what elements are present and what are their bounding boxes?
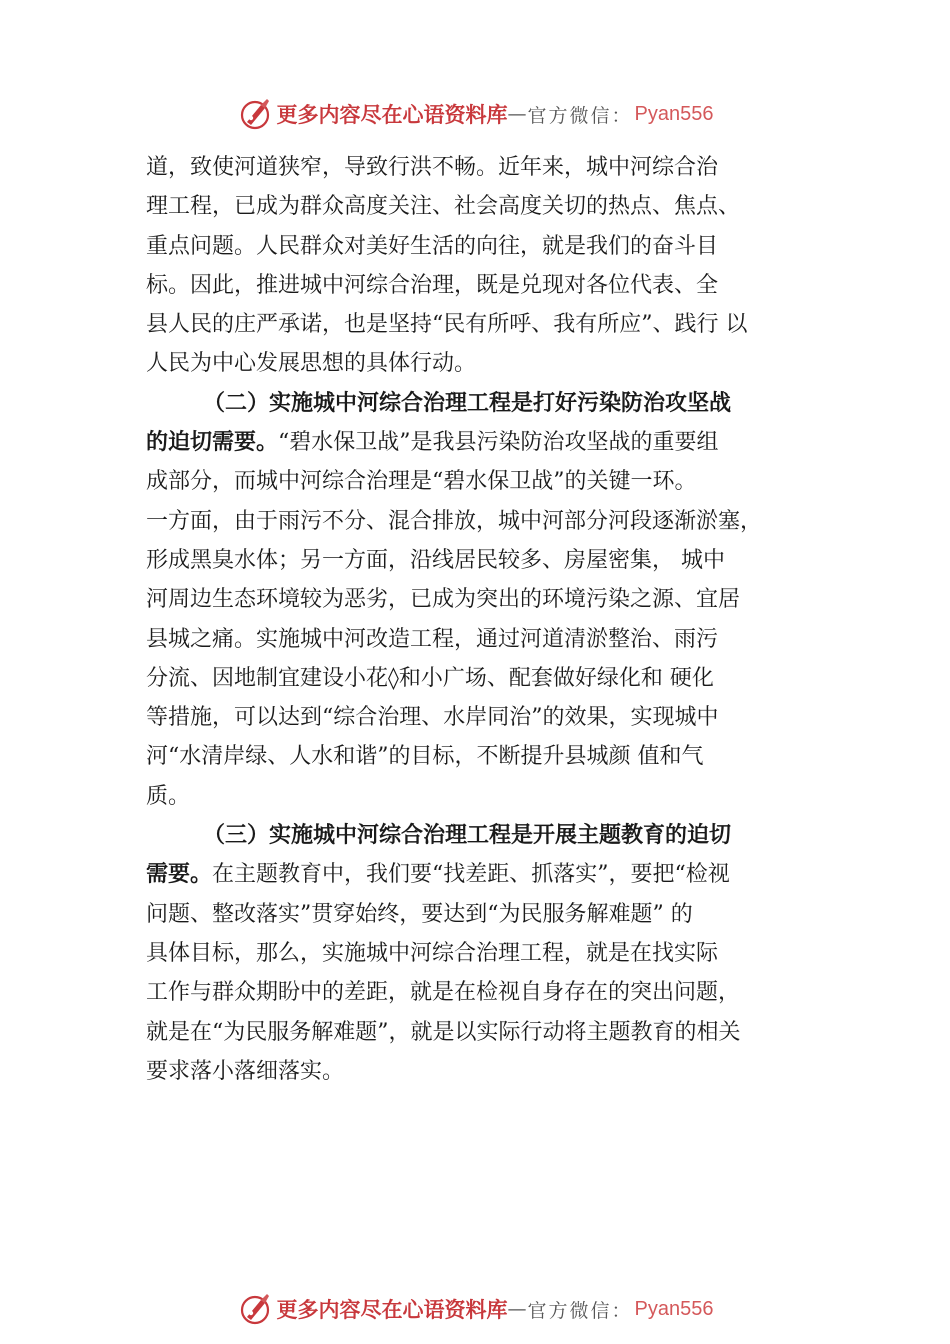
- text-line: 成部分，而城中河综合治理是“碧水保卫战”的关键一环。: [146, 469, 697, 495]
- text-line-mixed: [146, 659, 826, 698]
- text-line: 具体目标，那么，实施城中河综合治理工程，就是在找实际: [146, 940, 719, 966]
- text-line: 问题、整改落实”贯穿始终，要达到“为民服务解难题” 的: [146, 901, 693, 927]
- text-line: 理工程，已成为群众高度关注、社会高度关切的热点、焦点、: [146, 194, 741, 220]
- text-line: 一方面，由于雨污不分、混合排放，城中河部分河段逐渐淤塞，: [146, 508, 763, 534]
- footer-banner: [0, 1287, 950, 1331]
- section-heading-3: （三）实施城中河综合治理工程是开展主题教育的迫切: [203, 822, 732, 849]
- wechat-label: 官方微信：: [527, 1299, 633, 1322]
- text-line: 县人民的庄严承诺，也是坚持“民有所呼、我有所应”、践行 以: [146, 312, 748, 338]
- pen-circle-logo-icon: [237, 96, 273, 132]
- wechat-label: 官方微信：: [527, 104, 633, 127]
- text-line-mixed: [146, 855, 826, 894]
- text-line: 县城之痛。实施城中河改造工程，通过河道清淤整治、雨污: [146, 626, 719, 652]
- glyph-placeholder: ◊: [388, 665, 399, 691]
- text-line: 要求落小落细落实。: [146, 1058, 345, 1084]
- text-line-mixed: [146, 423, 826, 462]
- text-line: 形成黑臭水体；另一方面，沿线居民较多、房屋密集， 城中: [146, 547, 725, 573]
- section-heading-2: （二）实施城中河综合治理工程是打好污染防治攻坚战: [203, 389, 732, 416]
- separator: —: [507, 103, 528, 125]
- text-span: 和小广场、配套做好绿化和 硬化: [398, 665, 714, 691]
- text-span: “碧水保卫战”是我县污染防治攻坚战的重要组: [278, 430, 719, 456]
- text-span: 在主题教育中，我们要“找差距、抓落实”，要把“检视: [212, 862, 730, 888]
- text-line: 就是在“为民服务解难题”，就是以实际行动将主题教育的相关: [146, 1019, 741, 1045]
- text-line: 等措施，可以达到“综合治理、水岸同治”的效果，实现城中: [146, 705, 719, 731]
- document-body: [146, 148, 826, 1091]
- section-heading-2-tail: 的迫切需要。: [146, 429, 279, 456]
- text-line: 工作与群众期盼中的差距，就是在检视自身存在的突出问题，: [146, 980, 741, 1006]
- text-line: 河周边生态环境较为恶劣，已成为突出的环境污染之源、宜居: [146, 587, 741, 613]
- header-banner: [0, 92, 950, 136]
- text-line: 重点问题。人民群众对美好生活的向往，就是我们的奋斗目: [146, 233, 719, 259]
- separator: —: [507, 1298, 528, 1320]
- text-line: 道，致使河道狭窄，导致行洪不畅。近年来，城中河综合治: [146, 155, 719, 180]
- brand-text: 更多内容尽在心语资料库: [276, 102, 508, 127]
- section-heading-3-tail: 需要。: [146, 861, 213, 888]
- text-line: 标。因此，推进城中河综合治理，既是兑现对各位代表、全: [146, 272, 719, 298]
- text-line: 人民为中心发展思想的具体行动。: [146, 351, 477, 377]
- text-line: 质。: [146, 783, 191, 809]
- pen-circle-logo-icon: [237, 1291, 273, 1327]
- wechat-id: Pyan556: [634, 102, 714, 125]
- text-line: 河“水清岸绿、人水和谐”的目标，不断提升县城颜 值和气: [146, 744, 704, 770]
- brand-text: 更多内容尽在心语资料库: [276, 1297, 508, 1322]
- wechat-id: Pyan556: [634, 1297, 714, 1320]
- text-span: 分流、因地制宜建设小花: [146, 665, 389, 691]
